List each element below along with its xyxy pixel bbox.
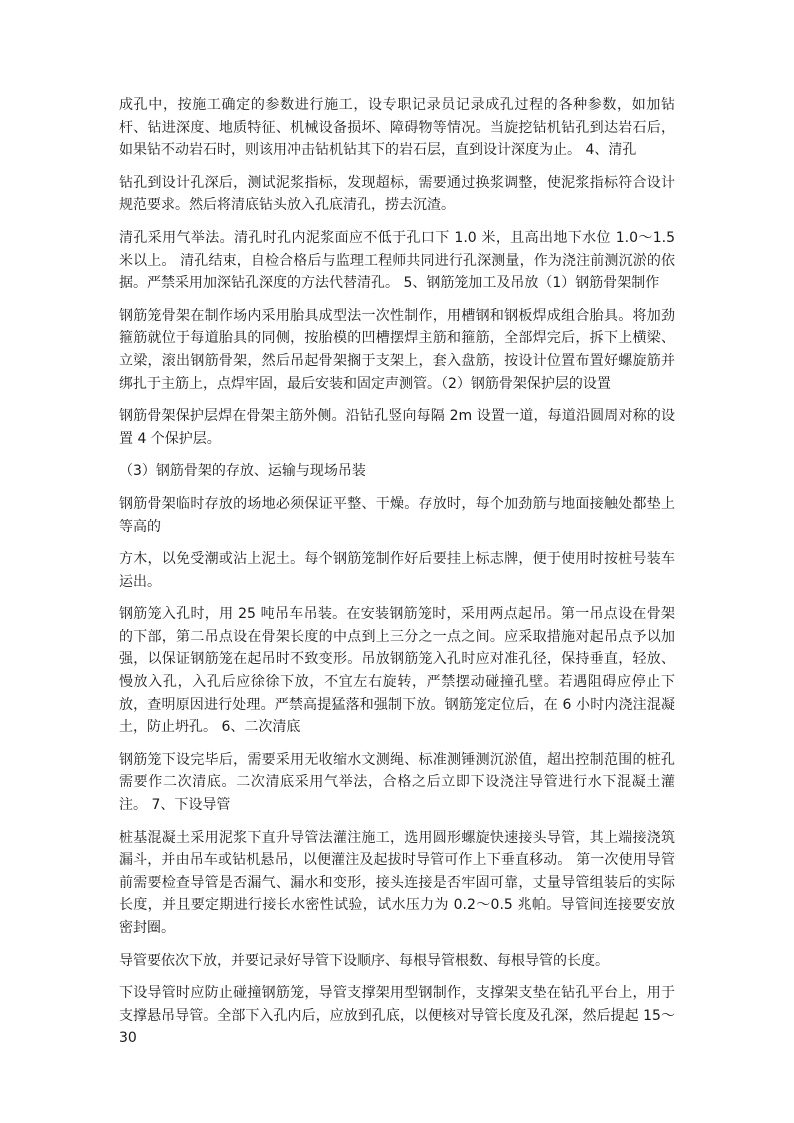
paragraph: 钻孔到设计孔深后，测试泥浆指标，发现超标，需要通过换浆调整，使泥浆指标符合设计规范要求。然后将清底钻头放入孔底清孔，捞去沉渣。: [119, 174, 675, 214]
paragraph: 方木，以免受潮或沾上泥土。每个钢筋笼制作好后要挂上标志牌，便于使用时按桩号装车运出。: [119, 551, 675, 590]
paragraph: 钢筋骨架临时存放的场地必须保证平整、干燥。存放时，每个加劲筋与地面接触处都垫上等高的: [119, 495, 675, 535]
paragraph: 钢筋骨架保护层焊在骨架主筋外侧。沿钻孔竖向每隔 2m 设置一道，每道沿圆周对称的设置 4 个保护层。: [119, 408, 675, 447]
paragraph: 钢筋笼骨架在制作场内采用胎具成型法一次性制作，用槽钢和钢板焊成组合胎具。将加劲箍筋就位于每道胎具的同侧，按胎模的凹槽摆焊主筋和箍筋，全部焊完后，拆下上横梁、立梁，滚出钢筋骨架，然后吊起骨架搁于支架上，套入盘筋，按设计位置布置好螺旋筋并绑扎于主筋上，点焊牢固，最后安装和固定声测管。（2）钢筋骨架保护层的设置: [119, 307, 675, 392]
paragraph: 清孔采用气举法。清孔时孔内泥浆面应不低于孔口下 1.0 米，且高出地下水位 1.0～1.5 米以上。 清孔结束，自检合格后与监理工程师共同进行孔深测量，作为浇注前测沉淤的依据。严禁采用加深钻孔深度的方法代替清孔。 5、钢筋笼加工及吊放（1）钢筋骨架制作: [119, 229, 675, 292]
paragraph: 导管要依次下放，并要记录好导管下设顺序、每根导管根数、每根导管的长度。: [119, 952, 609, 969]
paragraph: 桩基混凝土采用泥浆下直升导管法灌注施工，选用圆形螺旋快速接头导管，其上端接浇筑漏斗，并由吊车或钻机悬吊，以便灌注及起拔时导管可作上下垂直移动。 第一次使用导管前需要检查导管是否漏气、漏水和变形，接头连接是否牢固可靠，丈量导管组装后的实际长度，并且要定期进行接长水密性试验，试水压力为 0.2～0.5 兆帕。导管间连接要安放密封圈。: [119, 829, 675, 936]
paragraph: 下设导管时应防止碰撞钢筋笼，导管支撑架用型钢制作，支撑架支垫在钻孔平台上，用于支撑悬吊导管。全部下入孔内后，应放到孔底，以便核对导管长度及孔深，然后提起 15～30: [119, 985, 675, 1047]
section-heading: （3）钢筋骨架的存放、运输与现场吊装: [119, 463, 366, 480]
paragraph: 钢筋笼下设完毕后，需要采用无收缩水文测绳、标准测锤测沉淤值，超出控制范围的桩孔需要作二次清底。二次清底采用气举法，合格之后立即下设浇注导管进行水下混凝土灌注。 7、下设导管: [119, 751, 675, 814]
document-page: [119, 94, 675, 1060]
paragraph: 钢筋笼入孔时，用 25 吨吊车吊装。在安装钢筋笼时，采用两点起吊。第一吊点设在骨架的下部，第二吊点设在骨架长度的中点到上三分之一点之间。应采取措施对起吊点予以加强，以保证钢筋笼在起吊时不致变形。吊放钢筋笼入孔时应对准孔径，保持垂直，轻放、慢放入孔，入孔后应徐徐下放，不宜左右旋转，严禁摆动碰撞孔壁。若遇阻碍应停止下放，查明原因进行处理。严禁高提猛落和强制下放。钢筋笼定位后，在 6 小时内浇注混凝土，防止坍孔。 6、二次清底: [119, 606, 675, 736]
paragraph: 成孔中，按施工确定的参数进行施工，设专职记录员记录成孔过程的各种参数，如加钻杆、钻进深度、地质特征、机械设备损坏、障碍物等情况。当旋挖钻机钻孔到达岩石后，如果钻不动岩石时，则该用冲击钻机钻其下的岩石层，直到设计深度为止。 4、清孔: [119, 97, 675, 159]
